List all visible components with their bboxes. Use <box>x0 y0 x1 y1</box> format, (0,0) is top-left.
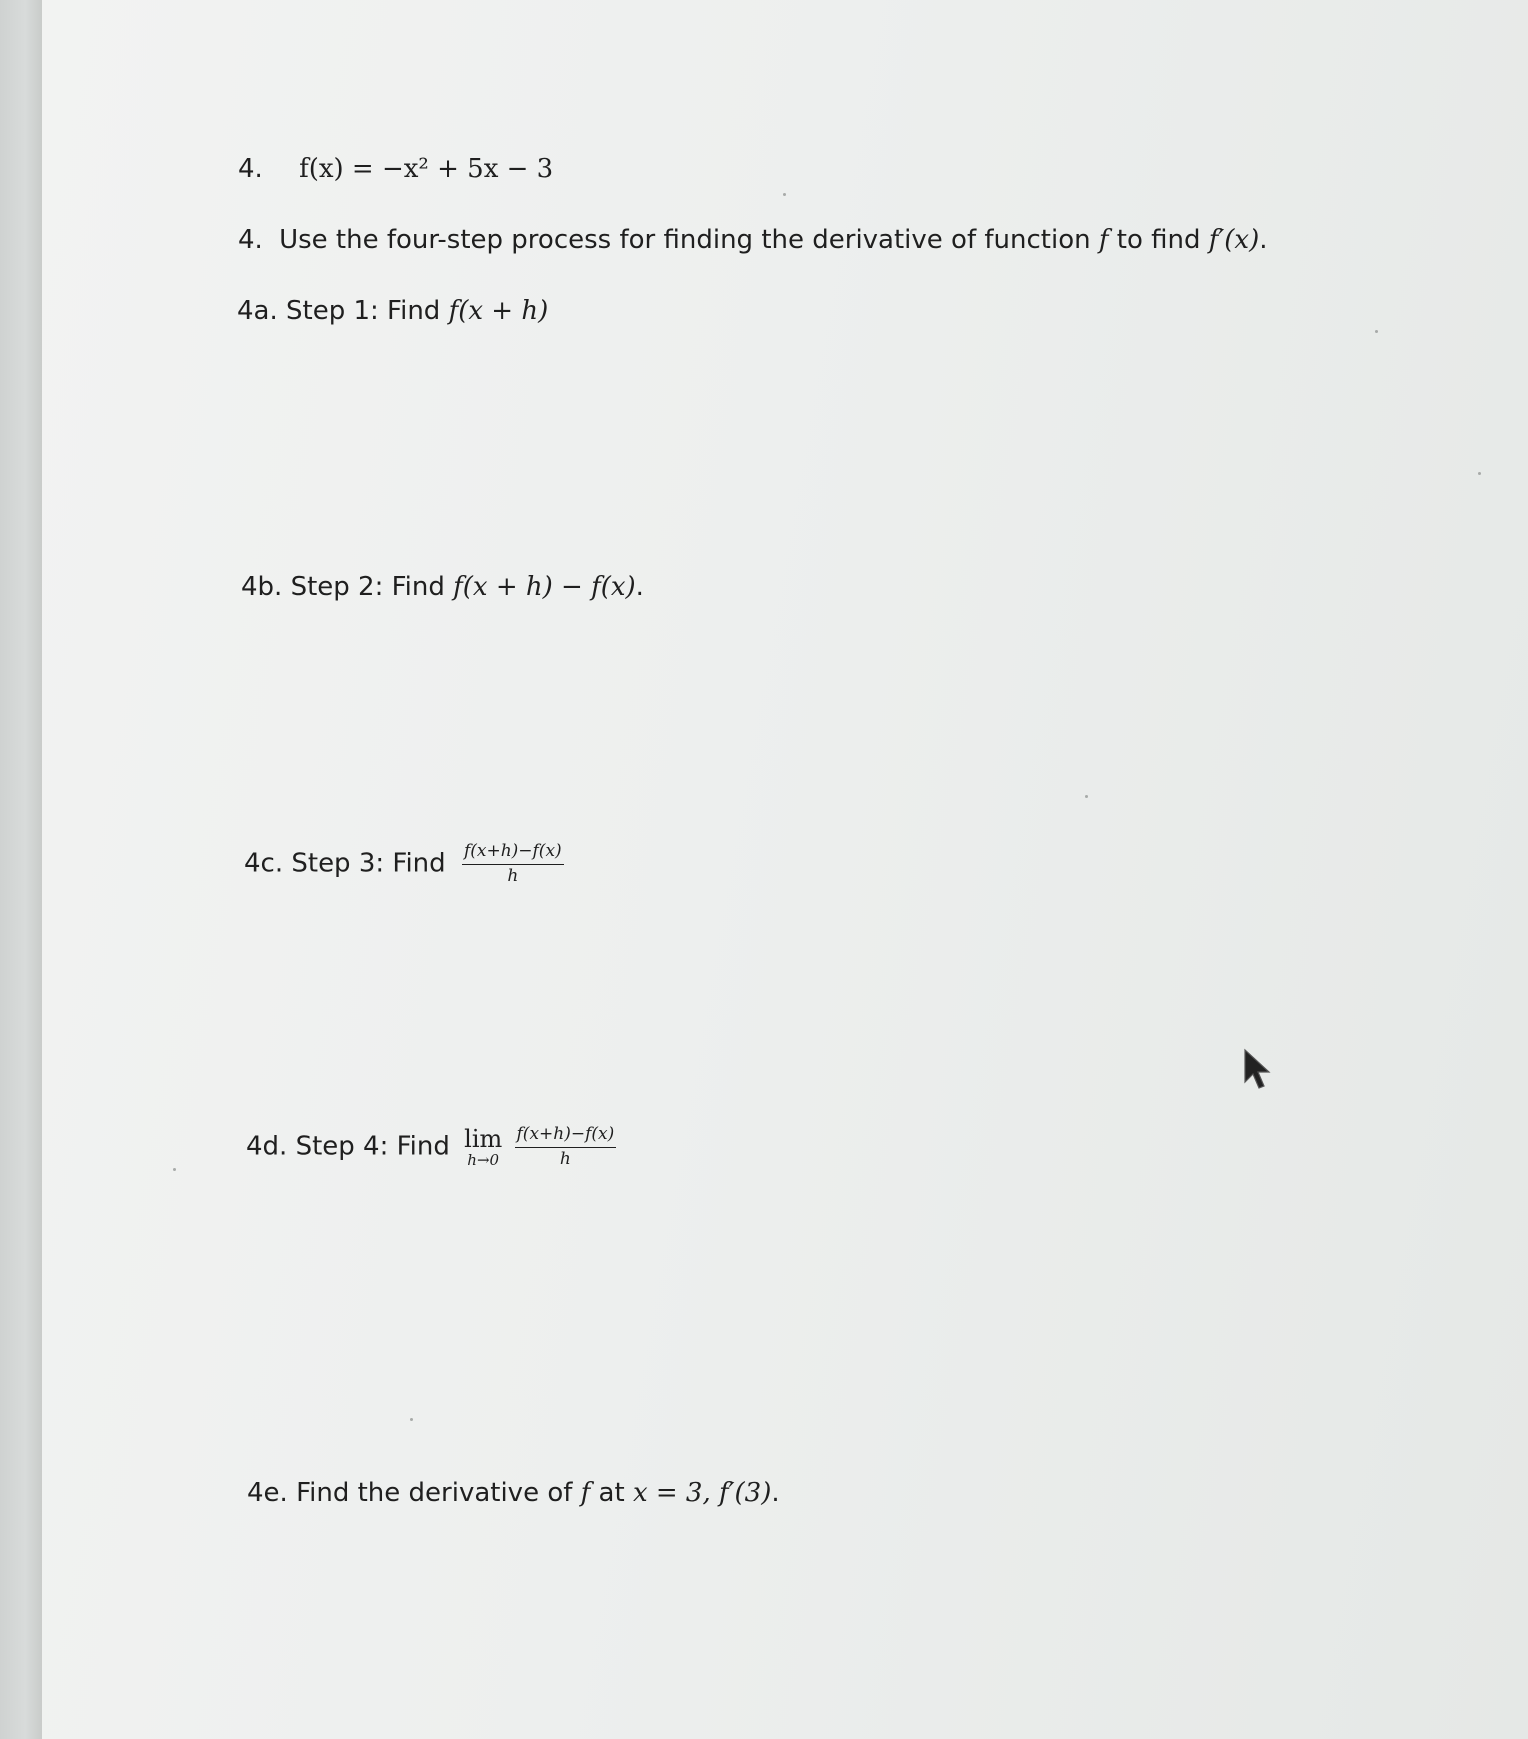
paper-speck <box>1478 472 1481 475</box>
paper-speck <box>410 1418 413 1421</box>
step-5 <box>247 1478 780 1508</box>
step-4-limit <box>464 1124 503 1169</box>
problem-number: 4. <box>238 154 263 184</box>
step-3 <box>244 842 564 886</box>
step-4-label: 4d. Step 4: Find <box>246 1131 450 1162</box>
step-4-lim-subscript: h→0 <box>467 1150 500 1169</box>
step-5-mid: at <box>590 1478 633 1508</box>
paper-speck <box>1375 330 1378 333</box>
paper-speck <box>783 193 786 196</box>
function-definition: f(x) = −x² + 5x − 3 <box>299 154 554 184</box>
instruction-number: 4. <box>238 225 263 255</box>
step-5-equation: x = 3, <box>632 1478 711 1508</box>
step-5-period: . <box>771 1478 780 1508</box>
paper-edge-shadow <box>0 0 42 1739</box>
step-2-label: 4b. Step 2: Find <box>241 572 454 602</box>
instruction-text: Use the four-step process for finding the derivative of function <box>279 225 1099 255</box>
step-4-lim-word: lim <box>464 1124 503 1153</box>
paper-speck <box>173 1168 176 1171</box>
step-4 <box>246 1125 616 1169</box>
step-2-period: . <box>635 572 644 602</box>
step-4-denominator: h <box>559 1148 571 1169</box>
step-5-function-symbol: f <box>580 1478 591 1508</box>
step-3-numerator: f(x+h)−f(x) <box>462 842 564 865</box>
step-4-numerator: f(x+h)−f(x) <box>515 1125 617 1148</box>
instruction-function-symbol: f <box>1098 225 1109 255</box>
step-4-fraction <box>515 1125 617 1169</box>
instruction-text-mid: to find <box>1108 225 1209 255</box>
step-3-denominator: h <box>507 865 519 886</box>
step-1 <box>237 296 548 326</box>
step-2 <box>241 572 644 602</box>
step-3-fraction <box>462 842 564 886</box>
instruction-line <box>238 225 1268 255</box>
step-5-value: f′(3) <box>710 1478 772 1508</box>
step-3-label: 4c. Step 3: Find <box>244 848 446 879</box>
instruction-target: f′(x) <box>1208 225 1260 255</box>
step-5-label: 4e. Find the derivative of <box>247 1478 581 1508</box>
problem-line <box>238 154 553 184</box>
paper-speck <box>1085 795 1088 798</box>
instruction-period: . <box>1259 225 1268 255</box>
step-1-expression: f(x + h) <box>448 296 549 326</box>
arrow-cursor-icon <box>1243 1048 1273 1092</box>
step-2-expression: f(x + h) − f(x) <box>453 572 636 602</box>
step-1-label: 4a. Step 1: Find <box>237 296 449 326</box>
